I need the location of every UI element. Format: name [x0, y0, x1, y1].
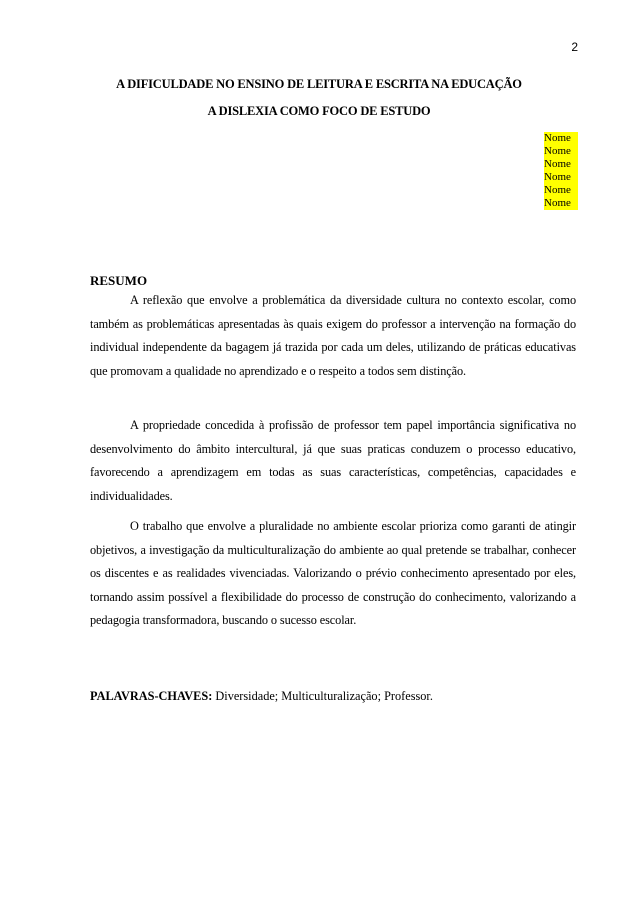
author-list	[544, 132, 578, 210]
author-name: Nome	[544, 145, 571, 157]
document-title-line-2: A DISLEXIA COMO FOCO DE ESTUDO	[207, 104, 431, 118]
author-name: Nome	[544, 132, 571, 144]
abstract-paragraph: O trabalho que envolve a pluralidade no ambiente escolar prioriza como garanti de atingir objetivos, a investigação da multiculturalização do ambiente ao qual pretende se trabalhar, conhecer os discentes e as realidades vivenciadas. Valorizando o prévio conhecimento apresentado por eles, tornando assim possível a flexibilidade do processo de construção do conhecimento, valorizando a pedagogia transformadora, buscando o sucesso escolar.	[90, 519, 576, 628]
keywords-text: Diversidade; Multiculturalização; Professor.	[215, 689, 433, 703]
author-name: Nome	[544, 171, 571, 183]
page-number: 2	[571, 40, 578, 54]
document-title-line-1: A DIFICULDADE NO ENSINO DE LEITURA E ESCRITA NA EDUCAÇÃO	[116, 77, 522, 91]
author-name: Nome	[544, 184, 571, 196]
resumo-heading: RESUMO	[90, 273, 148, 288]
abstract-paragraph: A propriedade concedida à profissão de professor tem papel importância significativa no desenvolvimento do âmbito intercultural, já que suas praticas conduzem o processo educativo, favorecendo a aprendizagem em todas as suas características, competências, capacidades e individualidades.	[90, 418, 576, 503]
author-name: Nome	[544, 158, 571, 170]
keywords-line	[90, 689, 433, 704]
abstract-paragraph: A reflexão que envolve a problemática da diversidade cultura no contexto escolar, como também as problemáticas apresentadas às quais exigem do professor a intervenção na formação do individual independente da bagagem já trazida por cada um deles, utilizando de práticas educativas que promovam a qualidade no aprendizado e o respeito a todos sem distinção.	[90, 293, 576, 378]
author-name: Nome	[544, 197, 571, 209]
keywords-label: PALAVRAS-CHAVES:	[90, 689, 213, 703]
